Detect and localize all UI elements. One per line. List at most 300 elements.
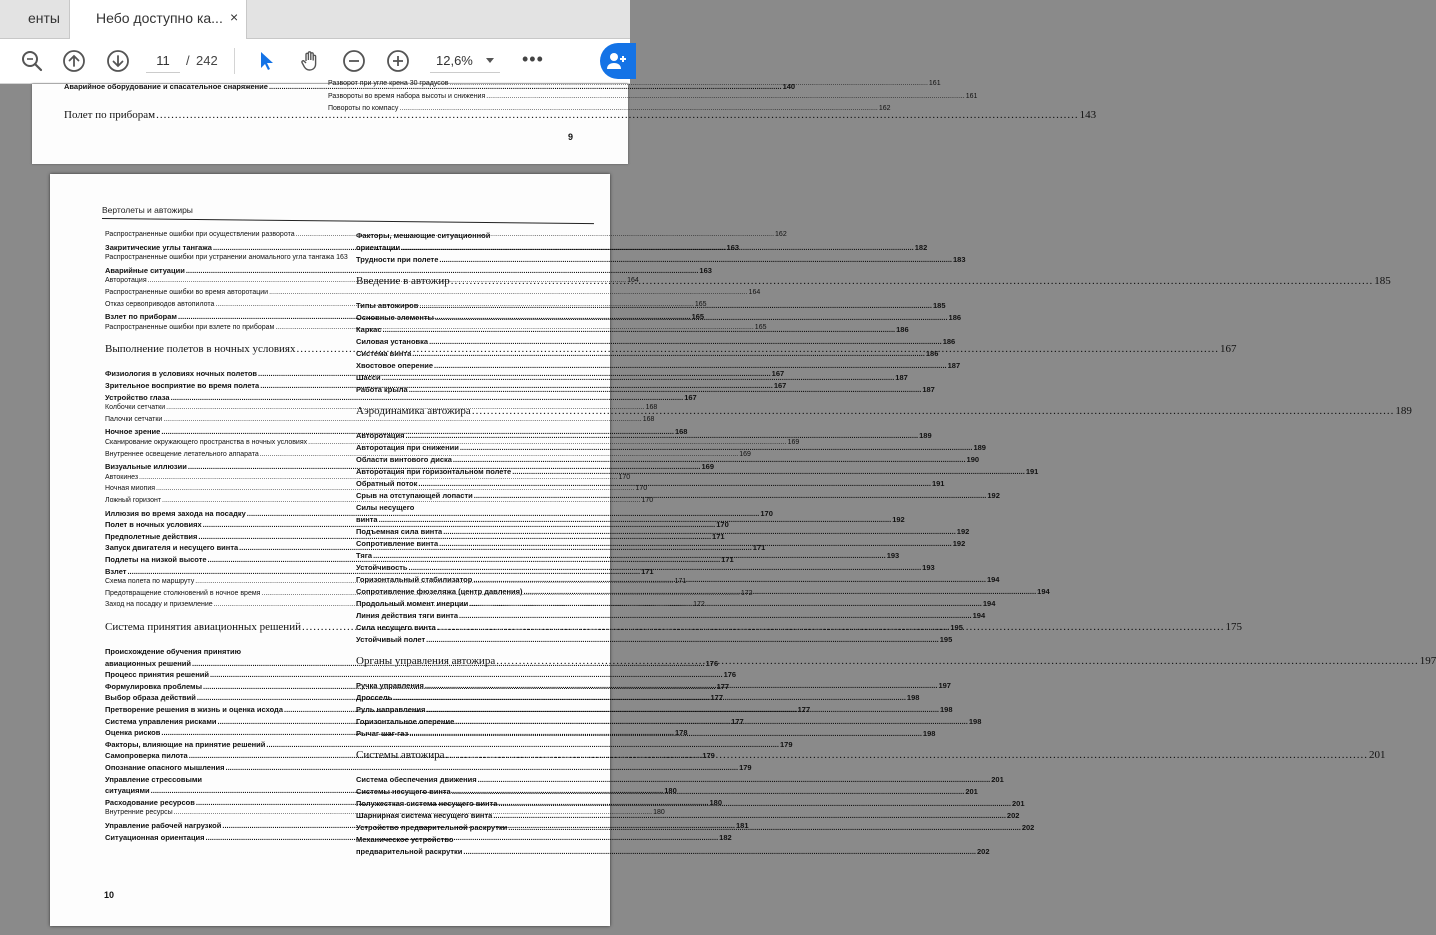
toc-entry-title: Отказ сервоприводов автопилота [105, 300, 215, 308]
toc-entry [356, 455, 980, 464]
toc-entry-page: 201 [1011, 799, 1025, 808]
toc-leader-dots [472, 405, 1395, 417]
toc-entry-page: 183 [953, 255, 966, 264]
toc-entry-title: Подлеты на низкой высоте [105, 555, 207, 564]
toc-entry [356, 443, 986, 452]
toc-entry-page: 180 [709, 797, 723, 807]
toc-entry-page: 169 [701, 462, 714, 472]
toc-entry-page: 169 [739, 450, 751, 458]
toc-leader-dots [478, 775, 991, 784]
share-button[interactable] [600, 43, 636, 79]
toc-entry [105, 497, 654, 504]
toc-leader-dots [426, 635, 939, 644]
toc-entry-title: Заход на посадку и приземление [105, 601, 213, 609]
toc-entry-page: 172 [740, 589, 753, 597]
toc-leader-dots [409, 563, 922, 572]
toc-leader-dots [453, 455, 966, 464]
toc-entry-page: 165 [754, 323, 767, 331]
toc-entry-page: 177 [797, 705, 811, 714]
toc-leader-dots [379, 515, 892, 524]
toc-entry-page: 169 [787, 439, 800, 446]
toc-entry [356, 337, 956, 346]
toc-entry [105, 265, 712, 275]
toc-entry [356, 623, 963, 632]
toc-leader-dots [498, 799, 1011, 808]
toc-leader-dots [524, 587, 1037, 596]
toc-entry-title: Линия действия тяги винта [356, 611, 459, 620]
toc-entry-page: 180 [664, 786, 677, 796]
toc-entry-title: Запуск двигателя и несущего винта [105, 543, 239, 553]
toc-entry [105, 289, 761, 296]
page-total: 242 [196, 53, 218, 68]
toc-entry-page: 177 [710, 693, 723, 703]
toc-entry-title: Аэродинамика автожира [356, 405, 471, 417]
toc-entry-page: 180 [653, 809, 665, 817]
toc-entry-title: Введение в автожир [356, 275, 450, 287]
toc-leader-dots [473, 575, 986, 584]
toc-entry-page: 192 [892, 515, 905, 524]
toc-entry-title: Ситуационная ориентация [105, 832, 205, 842]
toc-leader-dots [210, 670, 723, 679]
toc-entry-title: Шасси [356, 373, 381, 382]
toc-entry-page: 189 [1395, 405, 1412, 417]
toc-entry-page: 182 [914, 243, 928, 252]
toc-leader-dots [266, 740, 779, 749]
toc-entry [356, 775, 1004, 784]
toc-entry-page: 193 [922, 563, 935, 572]
select-pointer-icon[interactable] [254, 49, 278, 73]
toc-entry-title: Хвостовое оперение [356, 361, 434, 370]
toc-entry-title: Ночная миопия [105, 485, 156, 493]
toc-entry-title: Визуальные иллюзии [105, 462, 187, 472]
toc-entry-page: 140 [782, 82, 796, 91]
toc-leader-dots [445, 749, 1368, 761]
toc-entry-page: 189 [973, 443, 986, 452]
toc-entry-page: 176 [723, 670, 737, 680]
toc-entry-page: 182 [719, 832, 732, 842]
toc-entry-page: 170 [635, 485, 648, 493]
toc-entry-page: 164 [627, 277, 639, 285]
toc-entry-title: Разворот при угле крена 30 градусов [328, 80, 449, 87]
toc-entry-page: 194 [982, 599, 996, 608]
toc-entry-title: Система винта [356, 349, 412, 358]
toc-leader-dots [486, 93, 964, 100]
toc-entry-title: Руль направления [356, 705, 426, 714]
toc-entry-title: Процесс принятия решений [105, 670, 209, 680]
toc-leader-dots [434, 361, 947, 370]
toc-entry-page: 197 [1419, 655, 1436, 667]
toc-entry-page: 193 [886, 551, 900, 560]
toc-entry [105, 439, 800, 446]
toc-entry-page: 165 [694, 300, 707, 308]
toc-entry-title: Устройство глаза [105, 392, 170, 402]
toc-entry-title: Развороты во время набора высоты и снижения [328, 92, 486, 100]
toc-entry-title: Внутреннее освещение летательного аппарата [105, 450, 259, 458]
page-number: 9 [568, 132, 574, 142]
toc-entry [105, 508, 773, 518]
toc-entry-page: 197 [938, 681, 951, 690]
toc-entry-page: 190 [966, 455, 980, 464]
toc-entry [105, 763, 752, 772]
page-separator: / [186, 53, 190, 68]
toc-entry [356, 515, 905, 524]
toc-leader-dots [186, 266, 699, 275]
toc-entry [105, 485, 648, 493]
toc-entry-page: 170 [641, 497, 654, 504]
toc-entry-page: 167 [773, 381, 787, 390]
toc-entry-title: Схема полета по маршруту [105, 578, 195, 586]
toc-entry [328, 92, 978, 100]
toc-entry-page: 161 [965, 92, 978, 100]
toc-entry-page: 164 [748, 289, 761, 296]
toc-entry [105, 450, 751, 458]
toc-entry-title: Система обеспечения движения [356, 775, 477, 784]
toc-entry-title: ситуациями [105, 786, 150, 796]
toc-entry-title: Горизонтальное оперение [356, 717, 455, 726]
zoom-level-select[interactable] [430, 48, 500, 73]
toc-entry-page: 163 [726, 242, 740, 252]
toc-entry-title: Автокинез [105, 473, 139, 481]
toc-entry-page: 163 [336, 254, 348, 262]
toc-entry-title: Предполетные действия [105, 531, 198, 541]
toc-entry-title: Рычаг шаг-газ [356, 729, 409, 738]
toc-entry-title: Аварийное оборудование и спасательное снаряжение [64, 82, 268, 91]
toc-leader-dots [412, 349, 925, 358]
toc-entry-title: Взлет по приборам [105, 312, 177, 322]
toc-leader-dots [455, 717, 968, 726]
next-page-icon[interactable] [106, 49, 130, 73]
toc-leader-dots [399, 105, 877, 112]
toc-entry-title: Происхождение обучения принятию [105, 647, 242, 656]
toc-entry-page: 201 [991, 775, 1004, 784]
toc-entry-title: Выбор образа действий [105, 693, 196, 703]
toc-entry-title: Продольный момент инерции [356, 599, 469, 608]
toc-entry-title: Управление рабочей нагрузкой [105, 821, 222, 830]
toc-leader-dots [443, 527, 956, 536]
toc-entry-title: Подъемная сила винта [356, 527, 443, 536]
toc-entry [105, 647, 345, 656]
toc-entry-page: 163 [699, 265, 712, 275]
toc-entry-title: Работа крыла [356, 385, 408, 394]
toc-entry-page: 170 [716, 520, 729, 530]
toc-entry-title: Ручка управления [356, 681, 424, 690]
toc-entry-title: Обратный поток [356, 479, 418, 488]
toc-entry-page: 202 [1006, 811, 1020, 820]
toc-entry-title: Внутренние ресурсы [105, 809, 173, 817]
toc-entry-title: винта [356, 515, 378, 524]
toc-entry-page: 201 [1368, 749, 1386, 761]
toc-leader-dots [493, 811, 1006, 820]
toc-leader-dots [373, 551, 886, 560]
zoom-level-value: 12,6% [436, 53, 473, 68]
toolbar-divider [234, 48, 235, 74]
toc-entry-page: 162 [775, 231, 787, 238]
toc-entry-title: Трудности при полете [356, 255, 439, 264]
toc-entry-title: Силы несущего [356, 503, 415, 512]
toc-leader-dots [496, 655, 1419, 667]
toc-entry-title: Иллюзия во время захода на посадку [105, 508, 246, 518]
page-number-input[interactable] [146, 48, 180, 73]
toc-entry-page: 168 [642, 415, 655, 423]
user-add-icon [606, 51, 628, 71]
toc-entry-title: Полет по приборам [64, 109, 156, 121]
toc-entry [356, 361, 961, 370]
tab-active-document[interactable] [69, 0, 247, 39]
toc-entry-title: Сила несущего винта [356, 623, 436, 632]
toc-entry [105, 739, 793, 749]
search-zoom-icon[interactable] [20, 49, 44, 73]
toc-entry-title: Тяга [356, 551, 373, 560]
toc-entry-page: 161 [928, 80, 941, 87]
header-rule [102, 218, 594, 224]
toc-entry-page: 179 [702, 751, 715, 761]
toc-entry-title: Авторотация [356, 431, 405, 440]
toc-leader-dots [469, 599, 982, 608]
toc-entry-page: 170 [618, 473, 631, 481]
toc-entry-title: Ложный горизонт [105, 497, 162, 504]
toc-entry-title: Срыв на отступающей лопасти [356, 491, 473, 500]
toc-entry-title: Авторотация при горизонтальном полете [356, 467, 512, 476]
toc-entry-title: Механическое устройство [356, 835, 454, 844]
toc-entry-title: Устойчивый полет [356, 635, 426, 644]
toc-leader-dots [460, 443, 973, 452]
toc-entry-title: Взлет [105, 566, 127, 576]
hand-tool-icon[interactable] [298, 49, 322, 73]
toc-entry-page: 187 [922, 385, 935, 394]
toc-entry-title: Система принятия авиационных решений [105, 621, 301, 633]
toc-entry-title: Формулировка проблемы [105, 681, 202, 691]
toc-leader-dots [269, 289, 747, 296]
toc-entry-page: 171 [674, 578, 687, 586]
toc-entry-title: Система управления рисками [105, 716, 217, 726]
toc-entry-title: Полужесткая система несущего винта [356, 799, 498, 808]
toc-leader-dots [426, 705, 939, 714]
toc-chapter [64, 109, 1097, 121]
toc-entry-page: 189 [919, 431, 932, 440]
toc-entry-page: 192 [987, 491, 1000, 500]
toc-entry-page: 178 [674, 728, 688, 738]
toc-leader-dots [435, 313, 948, 322]
toc-entry-title: Повороты по компасу [328, 105, 399, 112]
toc-entry-page: 202 [1021, 823, 1035, 832]
toc-leader-dots [508, 823, 1021, 832]
toc-entry-title: Авторотация [105, 277, 147, 285]
toc-leader-dots [225, 763, 738, 772]
toc-entry-page: 186 [896, 325, 909, 334]
toc-entry-title: Авторотация при снижении [356, 443, 459, 452]
toc-entry-title: Типы автожиров [356, 301, 419, 310]
toc-entry-page: 198 [968, 717, 982, 726]
toc-leader-dots [474, 491, 987, 500]
toc-entry-page: 162 [878, 105, 891, 112]
toc-entry-page: 195 [950, 623, 963, 632]
zoom-out-icon[interactable] [342, 49, 366, 73]
toc-entry-page: 192 [956, 527, 970, 536]
close-tab-icon[interactable]: × [230, 9, 239, 25]
toc-entry-title: Распространенные ошибки во время авторотации [105, 289, 269, 296]
toc-entry-title: Претворение решения в жизнь и оценка исхода [105, 705, 283, 714]
toc-entry-title: Основные элементы [356, 313, 434, 322]
toc-entry [105, 392, 697, 402]
tab-label: Небо доступно ка... [96, 10, 223, 26]
toc-entry-page: 201 [965, 787, 978, 796]
toc-entry [356, 491, 1000, 500]
toc-leader-dots [439, 255, 952, 264]
toc-entry-title: Ночное зрение [105, 427, 161, 437]
toc-leader-dots [459, 611, 972, 620]
toc-entry-page: 167 [684, 392, 697, 402]
toc-entry-page: 202 [977, 847, 990, 856]
toc-leader-dots [406, 431, 919, 440]
toc-entry [328, 105, 891, 112]
toc-leader-dots [449, 80, 927, 87]
toc-entry-title: Физиология в условиях ночных полетов [105, 369, 258, 379]
toc-entry [356, 231, 594, 240]
toc-entry-page: 186 [948, 313, 962, 322]
toc-entry-page: 165 [691, 312, 705, 322]
toc-entry-page: 143 [1079, 109, 1097, 121]
toc-entry-title: Факторы, влияющие на принятие решений [105, 739, 266, 749]
toc-entry-page: 167 [771, 369, 785, 379]
document-page-current [50, 174, 1436, 926]
toc-entry [105, 415, 655, 423]
toc-entry-title: Опознание опасного мышления [105, 763, 225, 772]
toc-entry [356, 611, 986, 620]
toc-entry-title: Устройство предварительной раскрутки [356, 823, 508, 832]
toc-entry-page: 170 [760, 508, 773, 518]
toc-entry-title: Органы управления автожира [356, 655, 496, 667]
toc-leader-dots [409, 385, 922, 394]
toc-entry-page: 177 [731, 716, 744, 726]
toc-leader-dots [452, 787, 965, 796]
toc-entry-title: Факторы, мешающие ситуационной [356, 231, 491, 240]
toc-entry-page: 185 [932, 301, 946, 310]
toc-entry-title: авиационных решений [105, 658, 192, 668]
toc-entry-title: Шарнирная система несущего винта [356, 811, 493, 820]
toc-leader-dots [425, 681, 938, 690]
toc-entry-title: Колбочки сетчатки [105, 404, 166, 412]
toc-entry-title: Дроссель [356, 693, 393, 702]
toc-entry-title: Сканирование окружающего пространства в ночных условиях [105, 439, 308, 446]
toc-entry-title: Выполнение полетов в ночных условиях [105, 343, 296, 356]
toc-leader-dots [451, 275, 1374, 287]
toc-entry-title: Предотвращение столкновений в ночное время [105, 589, 261, 597]
toc-leader-dots [419, 301, 932, 310]
toc-entry-title: Области винтового диска [356, 455, 452, 464]
toc-entry-title: Устойчивость [356, 563, 408, 572]
toc-entry-page: 198 [922, 729, 936, 738]
toc-entry-page: 168 [645, 404, 658, 412]
toc-entry-page: 194 [986, 575, 1000, 584]
toc-entry-title: Зрительное восприятие во время полета [105, 381, 260, 390]
toc-entry-title: Сопротивление винта [356, 539, 439, 548]
toc-entry-page: 195 [939, 635, 953, 644]
document-page-previous [32, 80, 1097, 164]
toc-leader-dots [439, 539, 952, 548]
toc-entry-page: 192 [952, 539, 966, 548]
toc-leader-dots [512, 467, 1025, 476]
toc-entry-page: 194 [972, 611, 986, 620]
previous-page-icon[interactable] [62, 49, 86, 73]
toc-entry-page: 168 [674, 427, 688, 437]
toc-leader-dots [393, 693, 906, 702]
toc-entry-page: 171 [721, 555, 734, 564]
toc-entry-title: ориентации [356, 243, 401, 252]
toc-entry-title: предварительной раскрутки [356, 847, 463, 856]
toc-entry-page: 185 [1374, 275, 1391, 287]
toc-entry-title: Расходование ресурсов [105, 797, 195, 807]
tab-label: енты [28, 10, 60, 26]
toc-leader-dots [418, 479, 931, 488]
toc-entry [105, 670, 737, 680]
toc-entry-title: Самопроверка пилота [105, 751, 188, 761]
toc-entry-page: 191 [931, 479, 945, 488]
chevron-down-icon [486, 58, 494, 63]
toc-entry [105, 473, 631, 481]
toc-leader-dots [429, 337, 942, 346]
toc-entry-title: Оценка рисков [105, 728, 161, 738]
toc-entry-title: Аварийные ситуации [105, 265, 185, 275]
toc-leader-dots [463, 847, 976, 856]
toc-entry-title: Палочки сетчатки [105, 415, 163, 423]
toc-entry-page: 198 [940, 705, 953, 714]
toc-entry-page: 187 [895, 373, 908, 382]
toc-entry-title: Распространенные ошибки при взлете по приборам [105, 323, 275, 331]
toc-entry [105, 775, 345, 784]
toc-entry-title: Распространенные ошибки при осуществлении разворота [105, 231, 295, 238]
toc-entry-page: 176 [705, 658, 719, 668]
zoom-in-icon[interactable] [386, 49, 410, 73]
toc-entry [356, 349, 939, 358]
toc-entry-page: 179 [779, 739, 793, 749]
toc-leader-dots [382, 373, 895, 382]
toc-entry-page: 194 [1037, 587, 1050, 596]
toc-entry-page: 167 [1219, 343, 1237, 356]
toc-entry-page: 175 [1225, 621, 1242, 633]
toc-entry-page: 187 [947, 361, 961, 370]
toc-leader-dots [437, 623, 950, 632]
tab-bar [0, 0, 630, 39]
toc-entry-title: Распространенные ошибки при устранении аномального угла тангажа [105, 254, 335, 262]
running-header: Вертолеты и автожиры [102, 205, 193, 215]
tab-documents[interactable] [0, 0, 68, 38]
toc-entry-page: 179 [739, 763, 752, 772]
toc-entry-title: Горизонтальный стабилизатор [356, 575, 473, 584]
toc-entry-page: 172 [693, 601, 705, 609]
toc-entry [356, 847, 990, 856]
toc-entry-page: 171 [641, 566, 654, 576]
toc-entry-title: Системы автожира [356, 749, 445, 761]
toc-entry-title: Закритические углы тангажа [105, 242, 212, 252]
toc-entry-title: Сопротивление фюзеляжа (центр давления) [356, 587, 523, 596]
toc-leader-dots [383, 325, 896, 334]
toc-entry-title: Силовая установка [356, 337, 429, 346]
toc-entry-page: 171 [752, 543, 766, 553]
toc-entry-title: Полет в ночных условиях [105, 520, 202, 530]
more-options-icon[interactable]: ••• [522, 49, 544, 69]
toc-entry [105, 254, 348, 262]
toc-entry-page: 181 [735, 821, 749, 830]
toolbar [0, 39, 630, 84]
toc-entry-page: 171 [712, 531, 725, 541]
toc-entry-page: 186 [925, 349, 939, 358]
toc-entry-page: 198 [906, 693, 920, 702]
toc-entry [356, 503, 594, 512]
toc-entry-page: 191 [1025, 467, 1039, 476]
toc-leader-dots [409, 729, 922, 738]
toc-entry [356, 255, 966, 264]
toc-entry [356, 835, 594, 844]
